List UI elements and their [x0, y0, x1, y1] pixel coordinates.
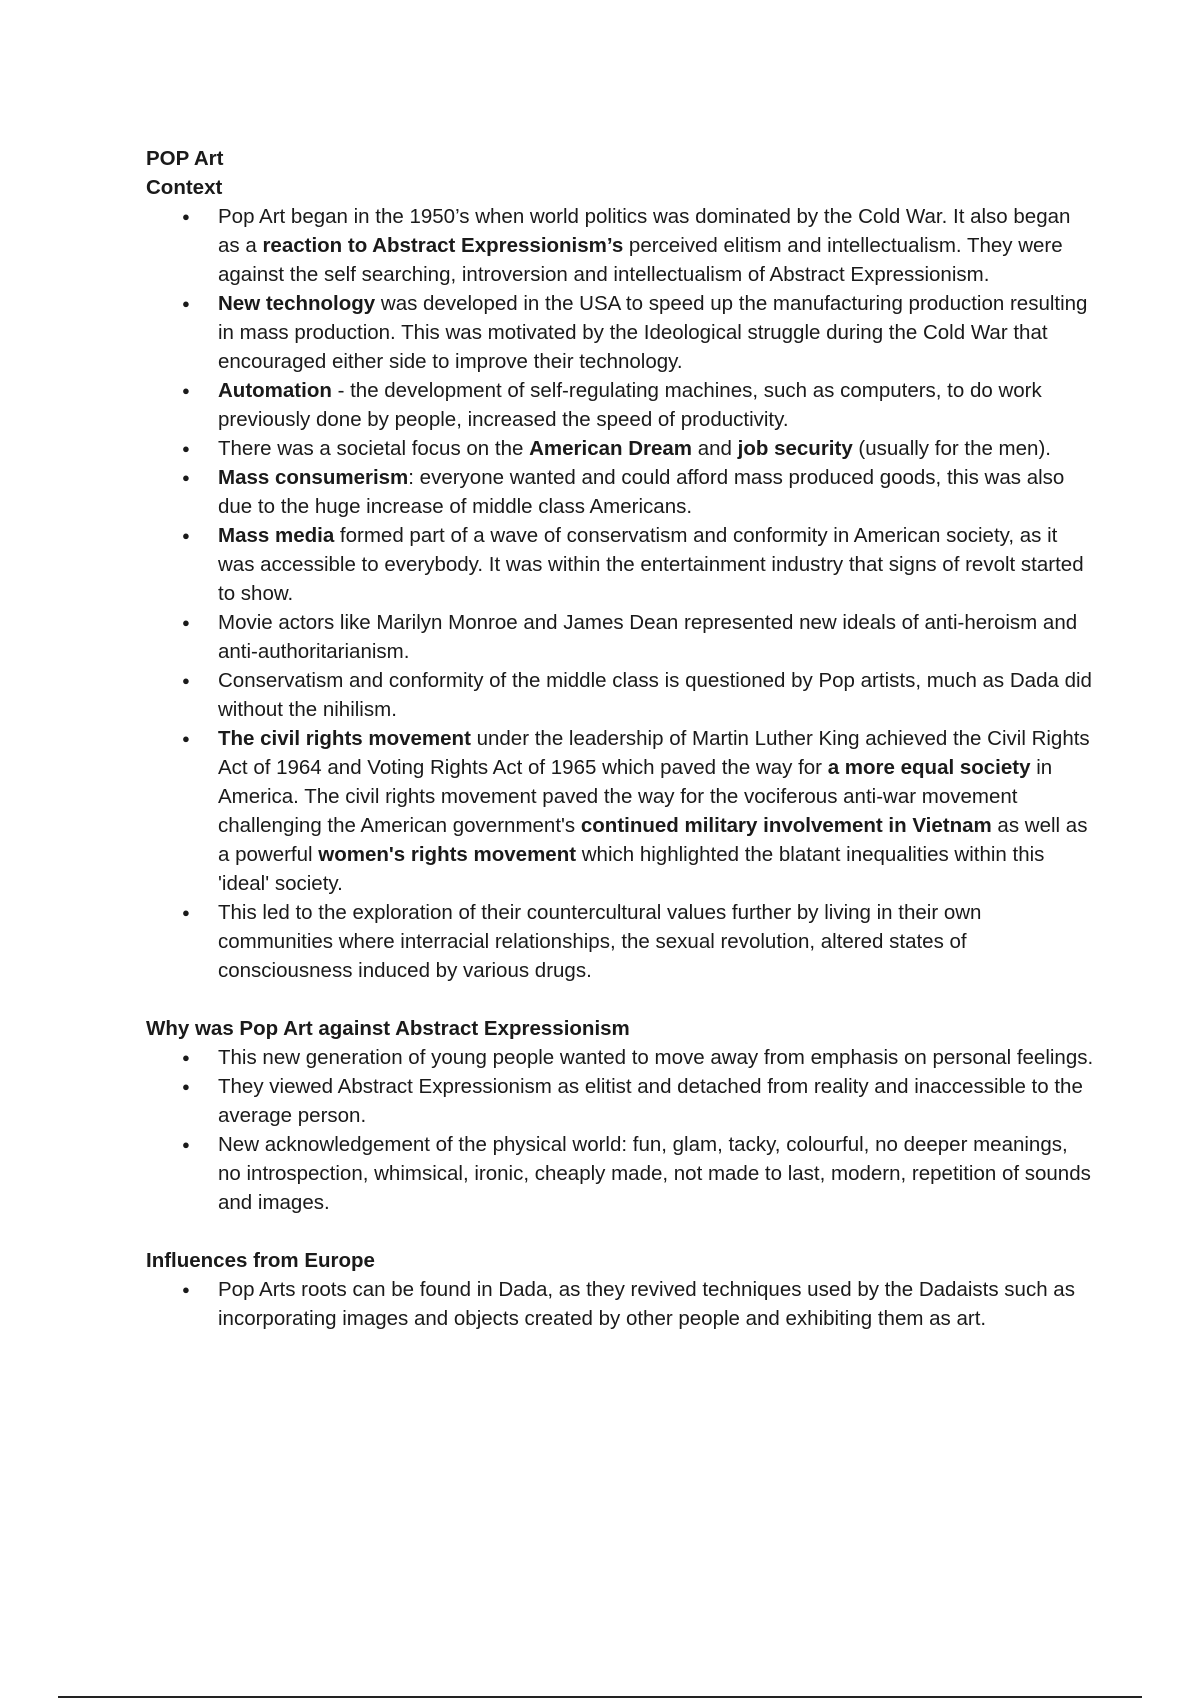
bullet-item: [218, 1043, 1096, 1072]
bold-text-run: women's rights movement: [318, 843, 577, 866]
bold-text-run: reaction to Abstract Expressionism’s: [262, 234, 624, 257]
bullet-item: [218, 608, 1096, 666]
bold-text-run: job security: [737, 437, 853, 460]
bullet-item: [218, 1130, 1096, 1217]
bullet-list: [146, 1043, 1096, 1217]
text-run: as well as a powerful: [218, 814, 1088, 866]
text-run: Pop Art began in the 1950’s when world politics was dominated by the Cold War. It also began as a: [218, 205, 1071, 257]
text-run: in America. The civil rights movement paved the way for the vociferous anti-war movement challenging the American government's: [218, 756, 1053, 837]
section: [146, 1014, 1096, 1217]
bullet-item: [218, 666, 1096, 724]
bold-text-run: New technology: [218, 292, 376, 315]
text-run: - the development of self-regulating machines, such as computers, to do work previously done by people, increased the speed of productivity.: [218, 379, 1042, 431]
bullet-item: [218, 898, 1096, 985]
bold-text-run: Automation: [218, 379, 332, 402]
bold-text-run: continued military involvement in Vietnam: [580, 814, 992, 837]
text-run: under the leadership of Martin Luther King achieved the Civil Rights Act of 1964 and Voting Rights Act of 1965 which paved the way for: [218, 727, 1090, 779]
section-heading: Context: [146, 176, 223, 199]
text-run: was developed in the USA to speed up the manufacturing production resulting in mass production. This was motivated by the Ideological struggle during the Cold War that encouraged either side to improve their technology.: [218, 292, 1088, 373]
text-run: Pop Arts roots can be found in Dada, as they revived techniques used by the Dadaists such as incorporating images and objects created by other people and exhibiting them as art.: [218, 1278, 1075, 1330]
section: [146, 1246, 1096, 1333]
text-run: Conservatism and conformity of the middle class is questioned by Pop artists, much as Dada did without the nihilism.: [218, 669, 1092, 721]
text-run: There was a societal focus on the: [218, 437, 530, 460]
section: [146, 173, 1096, 985]
bullet-item: [218, 1072, 1096, 1130]
section-heading: Influences from Europe: [146, 1249, 375, 1272]
document-page: [146, 144, 1096, 1333]
text-run: and: [692, 437, 738, 460]
text-run: (usually for the men).: [852, 437, 1051, 460]
text-run: perceived elitism and intellectualism. They were against the self searching, introversion and intellectualism of Abstract Expressionism.: [218, 234, 1063, 286]
bullet-item: [218, 202, 1096, 289]
document-title: POP Art: [146, 147, 224, 170]
section-heading: Why was Pop Art against Abstract Expressionism: [146, 1017, 630, 1040]
bullet-item: [218, 463, 1096, 521]
text-run: Movie actors like Marilyn Monroe and James Dean represented new ideals of anti-heroism and anti-authoritarianism.: [218, 611, 1078, 663]
bold-text-run: Mass consumerism: [218, 466, 409, 489]
bullet-list: [146, 1275, 1096, 1333]
text-run: New acknowledgement of the physical world: fun, glam, tacky, colourful, no deeper meanings, no introspection, whimsical, ironic, cheaply made, not made to last, modern, repetition of sounds and images.: [218, 1133, 1091, 1214]
bold-text-run: The civil rights movement: [218, 727, 471, 750]
bold-text-run: American Dream: [529, 437, 693, 460]
document-sections: [146, 173, 1096, 1333]
bullet-item: [218, 434, 1096, 463]
bold-text-run: Mass media: [218, 524, 335, 547]
bullet-list: [146, 202, 1096, 985]
text-run: They viewed Abstract Expressionism as elitist and detached from reality and inaccessible to the average person.: [218, 1075, 1083, 1127]
bold-text-run: a more equal society: [827, 756, 1031, 779]
bullet-item: [218, 376, 1096, 434]
text-run: This new generation of young people wanted to move away from emphasis on personal feelings.: [218, 1046, 1094, 1069]
bullet-item: [218, 289, 1096, 376]
bullet-item: [218, 1275, 1096, 1333]
bullet-item: [218, 521, 1096, 608]
text-run: formed part of a wave of conservatism and conformity in American society, as it was accessible to everybody. It was within the entertainment industry that signs of revolt started to show.: [218, 524, 1084, 605]
text-run: This led to the exploration of their countercultural values further by living in their own communities where interracial relationships, the sexual revolution, altered states of consciousness induced by various drugs.: [218, 901, 982, 982]
text-run: which highlighted the blatant inequalities within this 'ideal' society.: [218, 843, 1045, 895]
bullet-item: [218, 724, 1096, 898]
footer-divider: [58, 1696, 1142, 1698]
text-run: : everyone wanted and could afford mass produced goods, this was also due to the huge increase of middle class Americans.: [218, 466, 1065, 518]
